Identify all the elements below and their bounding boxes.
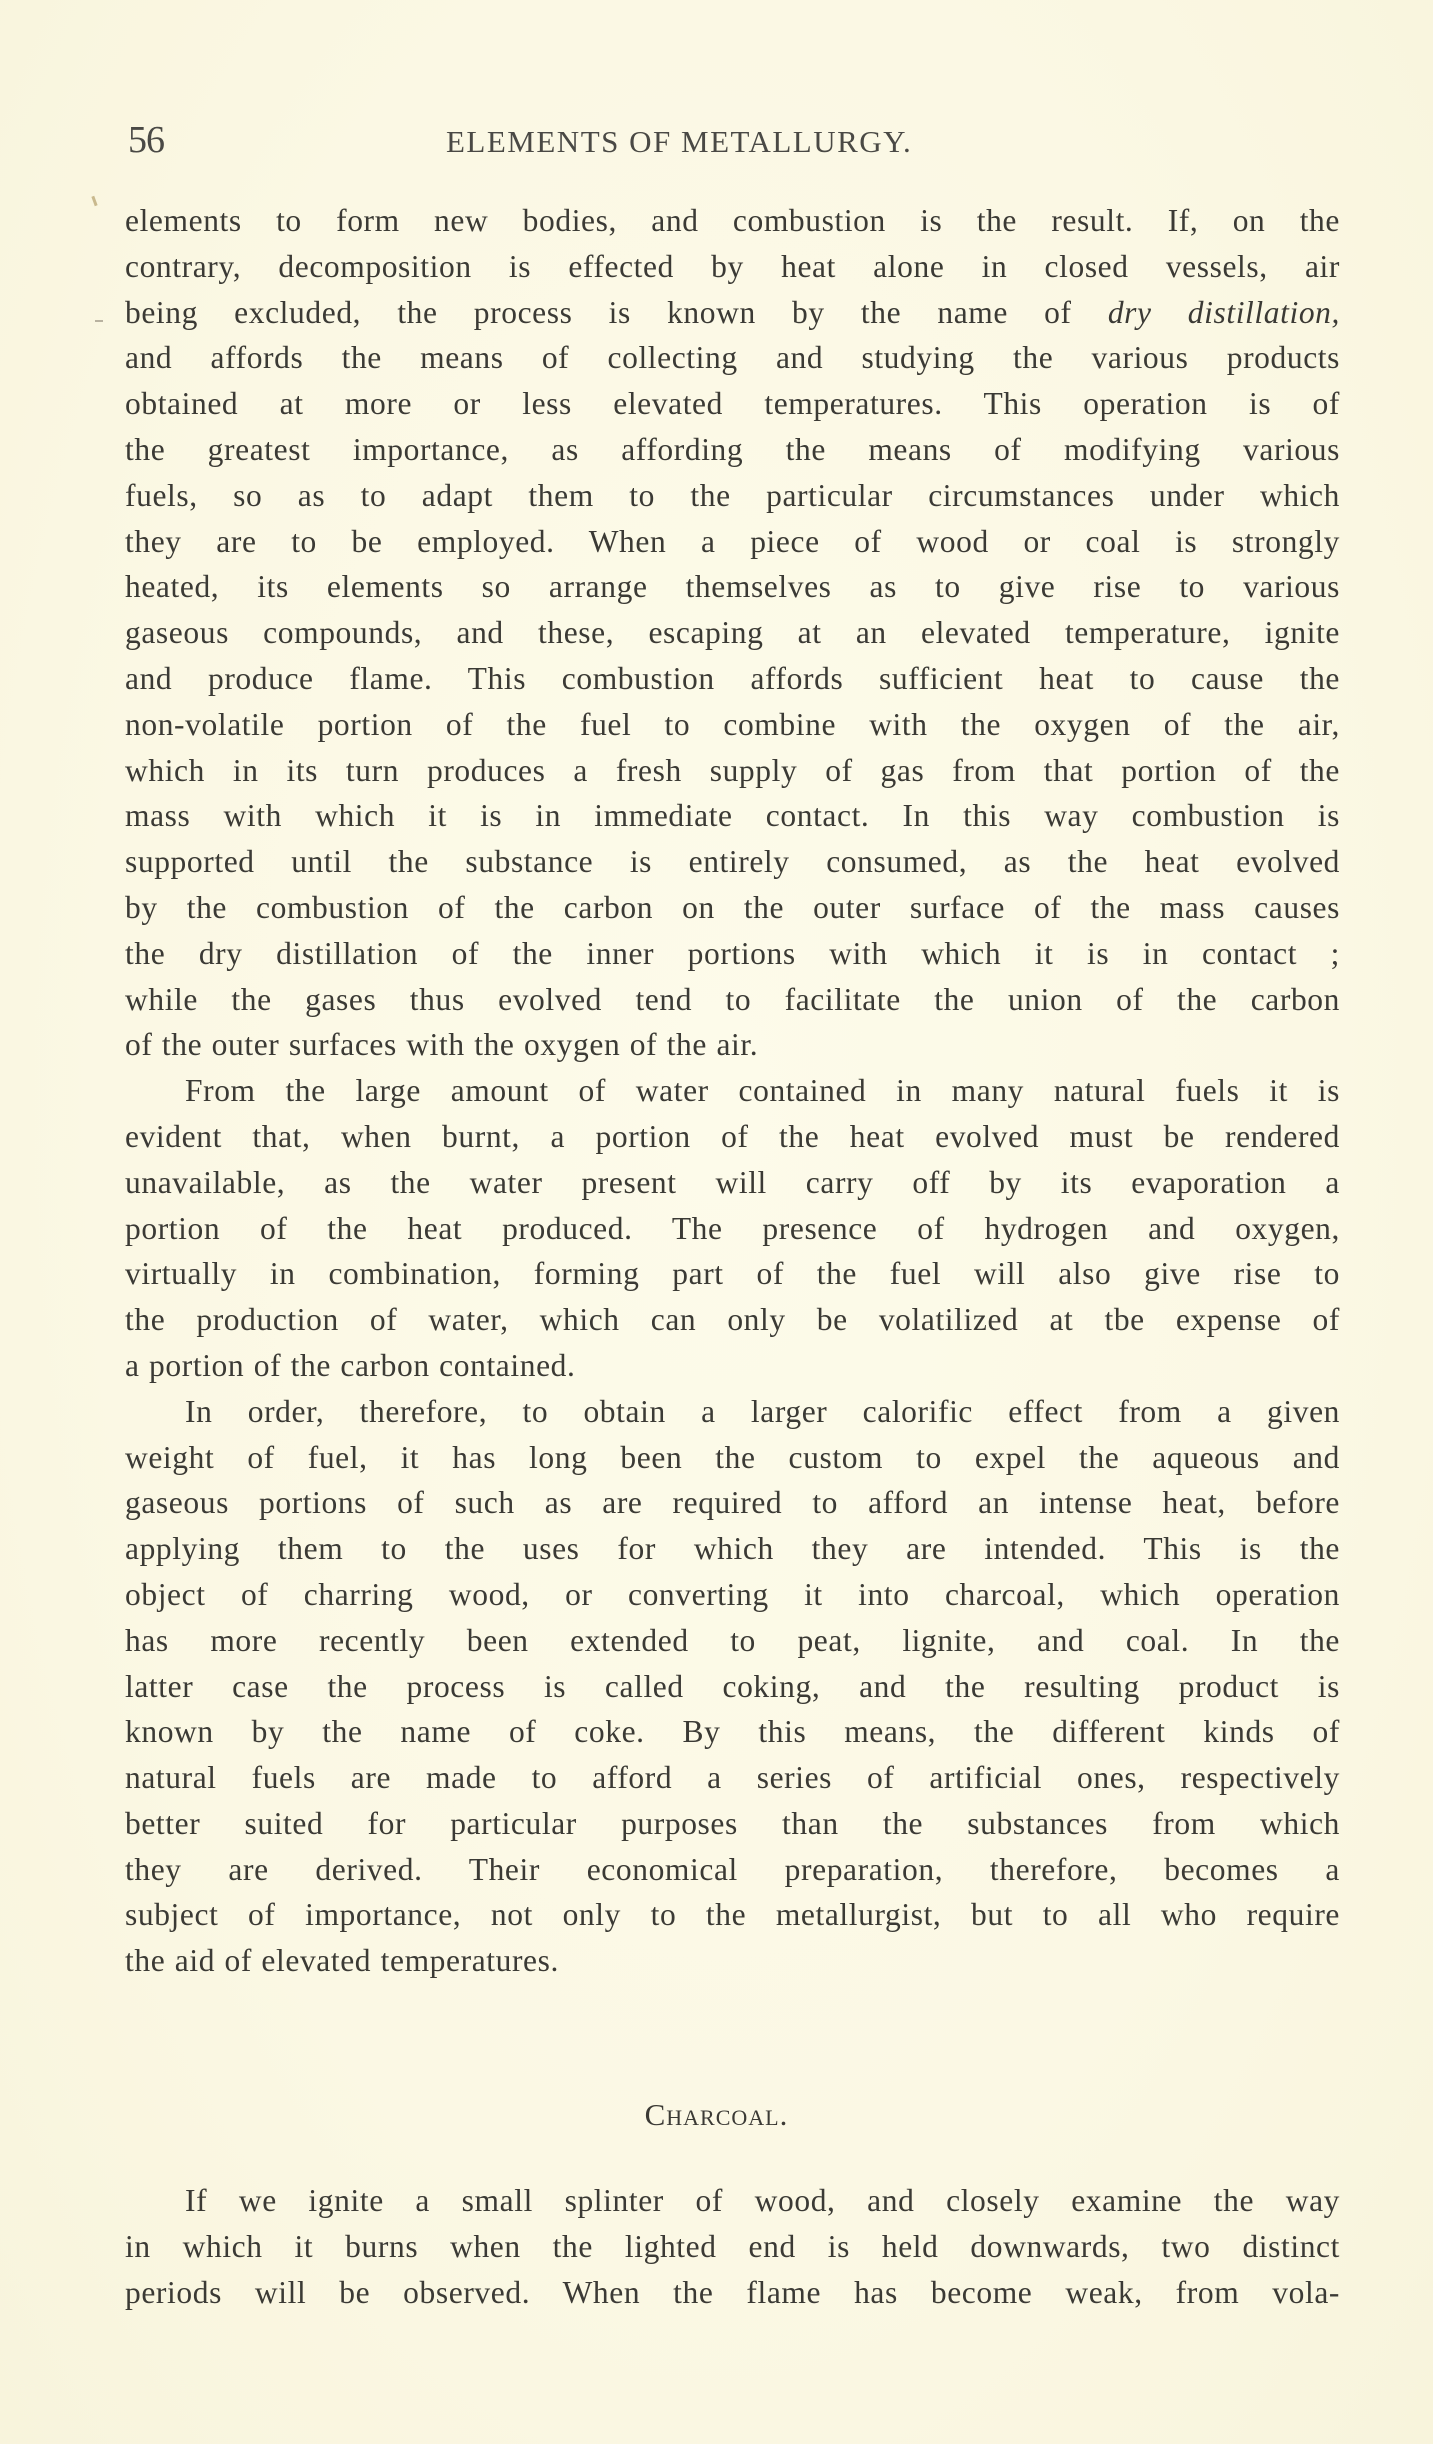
text-line: and produce flame. This combustion affords sufficient heat to cause the bbox=[125, 660, 1340, 696]
section-paragraph bbox=[125, 2178, 1340, 2315]
text-line: From the large amount of water contained in many natural fuels it is bbox=[185, 1073, 1340, 1109]
text-line: portion of the heat produced. The presence of hydrogen and oxygen, bbox=[125, 1210, 1340, 1246]
text-line: better suited for particular purposes than the substances from which bbox=[125, 1805, 1340, 1841]
italic-term: dry distillation, bbox=[1107, 294, 1340, 330]
running-title: ELEMENTS OF METALLURGY. bbox=[446, 124, 913, 159]
text-line: the greatest importance, as affording the means of modifying various bbox=[125, 431, 1340, 467]
text-line: contrary, decomposition is effected by heat alone in closed vessels, air bbox=[125, 248, 1340, 284]
text-line bbox=[125, 290, 1340, 336]
text-line: the production of water, which can only be volatilized at tbe expense of bbox=[125, 1302, 1340, 1338]
text-line: periods will be observed. When the flame has become weak, from vola- bbox=[125, 2274, 1340, 2310]
text-line: a portion of the carbon contained. bbox=[125, 1347, 576, 1383]
text-line: has more recently been extended to peat, lignite, and coal. In the bbox=[125, 1622, 1340, 1658]
text-line: fuels, so as to adapt them to the particular circumstances under which bbox=[125, 477, 1340, 513]
text-line: virtually in combination, forming part of the fuel will also give rise to bbox=[125, 1256, 1340, 1292]
paragraph-1 bbox=[125, 198, 1340, 1068]
text-line: elements to form new bodies, and combustion is the result. If, on the bbox=[125, 203, 1340, 238]
text-line: natural fuels are made to afford a series of artificial ones, respectively bbox=[125, 1760, 1340, 1796]
text-fragment: being excluded, the process is known by the name of bbox=[125, 294, 1108, 330]
text-line: of the outer surfaces with the oxygen of the air. bbox=[125, 1027, 759, 1063]
text-line: known by the name of coke. By this means, the different kinds of bbox=[125, 1714, 1340, 1750]
text-line: while the gases thus evolved tend to facilitate the union of the carbon bbox=[125, 981, 1340, 1017]
text-line: obtained at more or less elevated temperatures. This operation is of bbox=[125, 386, 1340, 422]
text-line: heated, its elements so arrange themselves as to give rise to various bbox=[125, 569, 1340, 605]
text-line: unavailable, as the water present will carry off by its evaporation a bbox=[125, 1164, 1340, 1200]
text-line: the aid of elevated temperatures. bbox=[125, 1943, 559, 1979]
text-line: object of charring wood, or converting it into charcoal, which operation bbox=[125, 1576, 1340, 1612]
running-head bbox=[128, 118, 1340, 168]
text-line: which in its turn produces a fresh supply of gas from that portion of the bbox=[125, 752, 1340, 788]
text-line: mass with which it is in immediate contact. In this way combustion is bbox=[125, 798, 1340, 834]
text-line: non-volatile portion of the fuel to combine with the oxygen of the air, bbox=[125, 706, 1340, 742]
text-line: applying them to the uses for which they are intended. This is the bbox=[125, 1531, 1340, 1567]
text-line: In order, therefore, to obtain a larger calorific effect from a given bbox=[185, 1393, 1340, 1429]
paragraph-3 bbox=[125, 1389, 1340, 1984]
text-line: in which it burns when the lighted end is held downwards, two distinct bbox=[125, 2228, 1340, 2264]
text-line: If we ignite a small splinter of wood, and closely examine the way bbox=[185, 2183, 1340, 2218]
text-line: evident that, when burnt, a portion of the heat evolved must be rendered bbox=[125, 1118, 1340, 1154]
text-line: gaseous portions of such as are required to afford an intense heat, before bbox=[125, 1485, 1340, 1521]
paragraph-2 bbox=[125, 1068, 1340, 1389]
body-text bbox=[125, 198, 1340, 1984]
text-line: latter case the process is called coking, and the resulting product is bbox=[125, 1668, 1340, 1704]
scan-blemish bbox=[95, 320, 103, 322]
text-line: subject of importance, not only to the metallurgist, but to all who require bbox=[125, 1897, 1340, 1933]
text-line: they are derived. Their economical preparation, therefore, becomes a bbox=[125, 1851, 1340, 1887]
section-body bbox=[125, 2178, 1340, 2315]
text-line: and affords the means of collecting and studying the various products bbox=[125, 340, 1340, 376]
section-heading bbox=[0, 2097, 1433, 2133]
scan-blemish bbox=[91, 196, 97, 206]
text-line: by the combustion of the carbon on the outer surface of the mass causes bbox=[125, 889, 1340, 925]
text-line: weight of fuel, it has long been the custom to expel the aqueous and bbox=[125, 1439, 1340, 1475]
page-number: 56 bbox=[128, 119, 164, 161]
text-line: gaseous compounds, and these, escaping at an elevated temperature, ignite bbox=[125, 615, 1340, 651]
section-title: Charcoal. bbox=[644, 2097, 789, 2132]
text-line: the dry distillation of the inner portions with which it is in contact ; bbox=[125, 935, 1340, 971]
text-line: supported until the substance is entirely consumed, as the heat evolved bbox=[125, 844, 1340, 880]
text-line: they are to be employed. When a piece of wood or coal is strongly bbox=[125, 523, 1340, 559]
